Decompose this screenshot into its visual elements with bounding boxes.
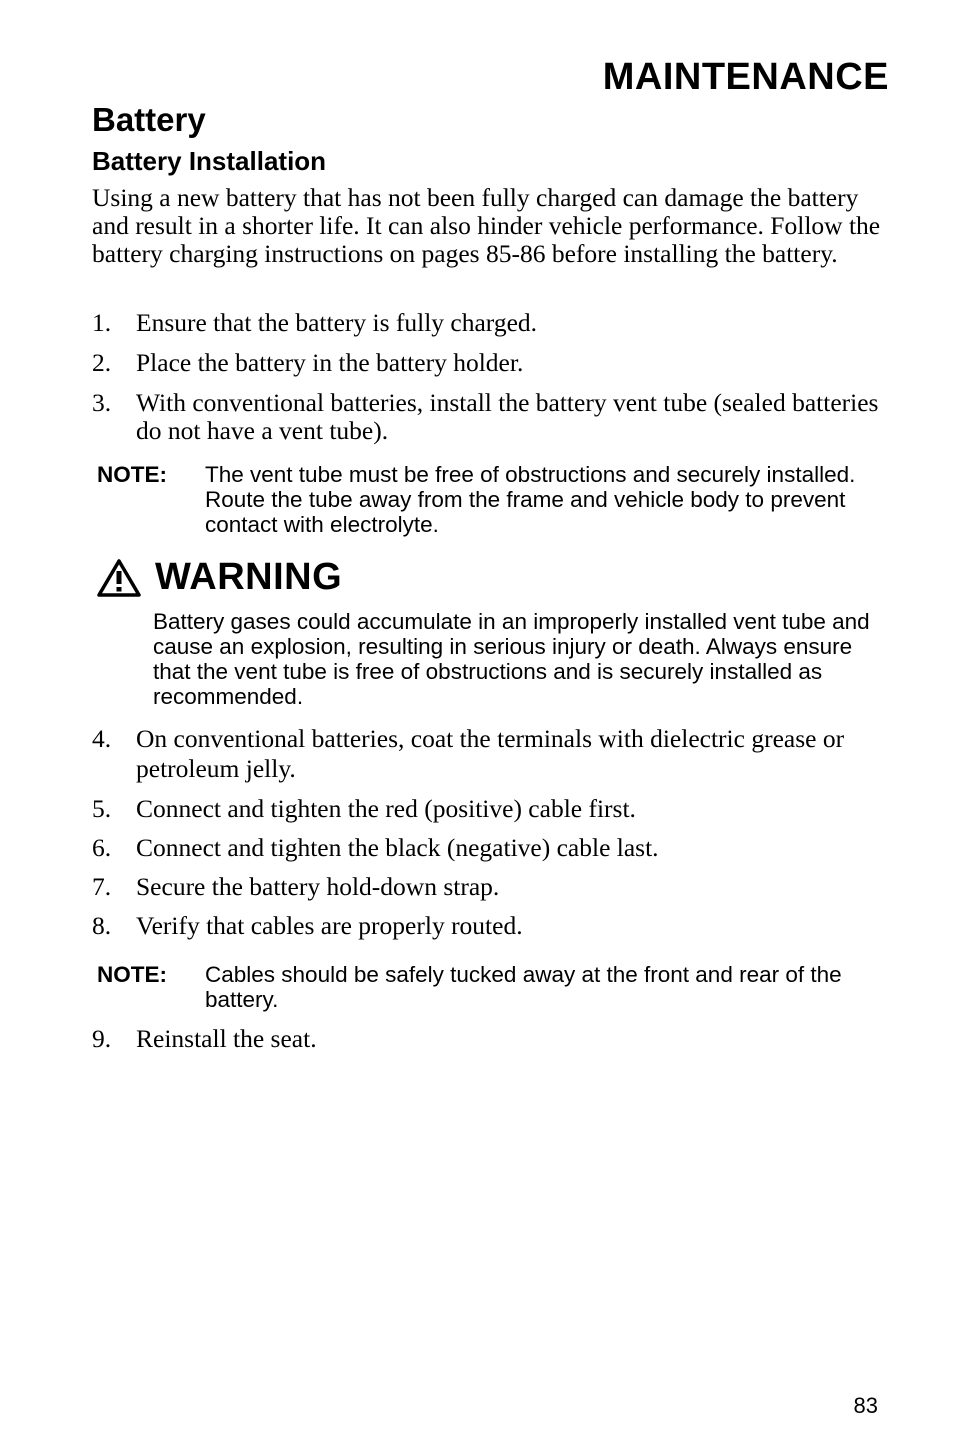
page-number: 83 [853,1393,878,1418]
step-text: Secure the battery hold-down strap. [136,872,500,901]
list-item [92,912,892,940]
note-text: Cables should be safely tucked away at the front and rear of the battery. [205,962,842,1012]
warning-text: Battery gases could accumulate in an improperly installed vent tube and cause an explosion, resulting in serious injury or death. Always ensure that the vent tube is free of obstructions and is securely installed as recommended. [153,609,870,709]
step-text: With conventional batteries, install the battery vent tube (sealed batteries do not have a vent tube). [136,388,879,445]
list-item [92,389,892,445]
note-vent-tube [97,462,897,537]
step-number: 7. [92,872,112,901]
step-number: 9. [92,1024,112,1053]
step-number: 2. [92,348,112,377]
step-number: 5. [92,794,112,823]
warning-header [97,556,342,599]
page-title: Battery [92,101,206,138]
list-item [92,795,892,823]
steps-list-a [92,309,892,445]
step-number: 3. [92,388,112,417]
section-header: MAINTENANCE [602,56,889,98]
step-text: Reinstall the seat. [136,1024,317,1053]
warning-triangle-icon [97,558,141,598]
step-text: Connect and tighten the red (positive) cable first. [136,794,636,823]
note-label: NOTE: [97,962,167,987]
step-number: 8. [92,911,112,940]
step-text: Verify that cables are properly routed. [136,911,523,940]
list-item [92,1025,892,1053]
step-text: On conventional batteries, coat the terminals with dielectric grease or petroleum jelly. [136,724,845,783]
steps-list-b [92,724,892,940]
list-item [92,349,892,377]
list-item [92,873,892,901]
list-item [92,724,892,784]
note-cables [97,962,897,1012]
step-text: Ensure that the battery is fully charged. [136,308,538,337]
list-item [92,834,892,862]
step-number: 1. [92,308,112,337]
step-text: Connect and tighten the black (negative) cable last. [136,833,659,862]
section-subtitle: Battery Installation [92,146,327,176]
step-text: Place the battery in the battery holder. [136,348,524,377]
note-text: The vent tube must be free of obstructions and securely installed. Route the tube away from the frame and vehicle body to prevent contact with electrolyte. [205,462,856,537]
list-item [92,309,892,337]
note-label: NOTE: [97,462,167,487]
step-number: 4. [92,724,112,753]
step-number: 6. [92,833,112,862]
warning-title: WARNING [155,556,343,598]
steps-list-c [92,1025,892,1053]
intro-paragraph: Using a new battery that has not been fully charged can damage the battery and result in a shorter life. It can also hinder vehicle performance. Follow the battery charging instructions on pages 85-86 before installing the battery. [92,183,881,268]
